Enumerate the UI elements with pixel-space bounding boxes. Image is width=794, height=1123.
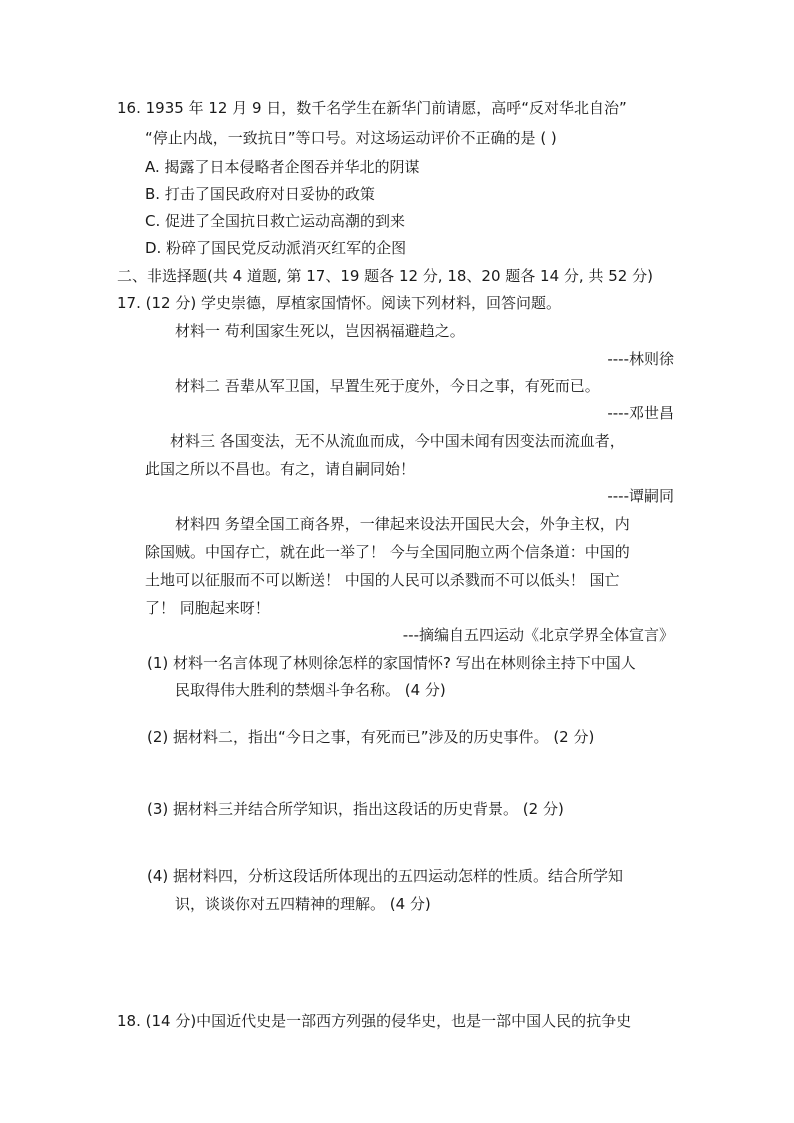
- q17-material-4-line-3: 土地可以征服而不可以断送！ 中国的人民可以杀戮而不可以低头！ 国亡: [145, 571, 620, 589]
- q17-stem: 17. (12 分) 学史崇德，厚植家国情怀。阅读下列材料，回答问题。: [117, 294, 561, 312]
- q17-material-3-source: ----谭嗣同: [607, 487, 674, 505]
- q16-stem-line-2: “停止内战，一致抗日”等口号。对这场运动评价不正确的是 ( ): [145, 129, 557, 147]
- q17-sub-4-line-2: 识，谈谈你对五四精神的理解。 (4 分): [175, 895, 431, 913]
- q17-material-4-line-2: 除国贼。中国存亡，就在此一举了！ 今与全国同胞立两个信条道：中国的: [145, 543, 630, 561]
- q16-option-a: A. 揭露了日本侵略者企图吞并华北的阴谋: [145, 158, 420, 176]
- q17-material-3-line-2: 此国之所以不昌也。有之，请自嗣同始！: [145, 460, 416, 478]
- q17-material-4-source: ---摘编自五四运动《北京学界全体宣言》: [402, 626, 674, 644]
- q17-material-1-source: ----林则徐: [607, 350, 674, 368]
- q17-material-1: 材料一 苟利国家生死以，岂因祸福避趋之。: [175, 322, 465, 340]
- q17-material-3-line-1: 材料三 各国变法，无不从流血而成，今中国未闻有因变法而流血者，: [170, 432, 625, 450]
- q17-material-2-source: ----邓世昌: [607, 404, 674, 422]
- q17-sub-1-line-1: (1) 材料一名言体现了林则徐怎样的家国情怀? 写出在林则徐主持下中国人: [147, 654, 636, 672]
- q17-sub-1-line-2: 民取得伟大胜利的禁烟斗争名称。 (4 分): [175, 681, 446, 699]
- q16-stem-line-1: 16. 1935 年 12 月 9 日，数千名学生在新华门前请愿，高呼“反对华北自治”: [117, 99, 627, 117]
- q16-option-d: D. 粉碎了国民党反动派消灭红军的企图: [145, 239, 407, 257]
- q16-option-b: B. 打击了国民政府对日妥协的政策: [145, 185, 375, 203]
- q17-sub-4-line-1: (4) 据材料四，分析这段话所体现出的五四运动怎样的性质。结合所学知: [147, 867, 624, 885]
- q17-material-2: 材料二 吾辈从军卫国，早置生死于度外，今日之事，有死而已。: [175, 377, 600, 395]
- q18-stem: 18. (14 分)中国近代史是一部西方列强的侵华史，也是一部中国人民的抗争史: [117, 1012, 632, 1030]
- q17-material-4-line-1: 材料四 务望全国工商各界，一律起来设法开国民大会，外争主权，内: [175, 515, 630, 533]
- q17-sub-2: (2) 据材料二，指出“今日之事，有死而已”涉及的历史事件。 (2 分): [147, 728, 595, 746]
- section-2-heading: 二、非选择题(共 4 道题, 第 17、19 题各 12 分, 18、20 题各 14 分, 共 52 分): [117, 267, 653, 285]
- q17-material-4-line-4: 了！ 同胞起来呀！: [145, 599, 270, 617]
- q16-option-c: C. 促进了全国抗日救亡运动高潮的到来: [145, 212, 406, 230]
- q17-sub-3: (3) 据材料三并结合所学知识，指出这段话的历史背景。 (2 分): [147, 800, 564, 818]
